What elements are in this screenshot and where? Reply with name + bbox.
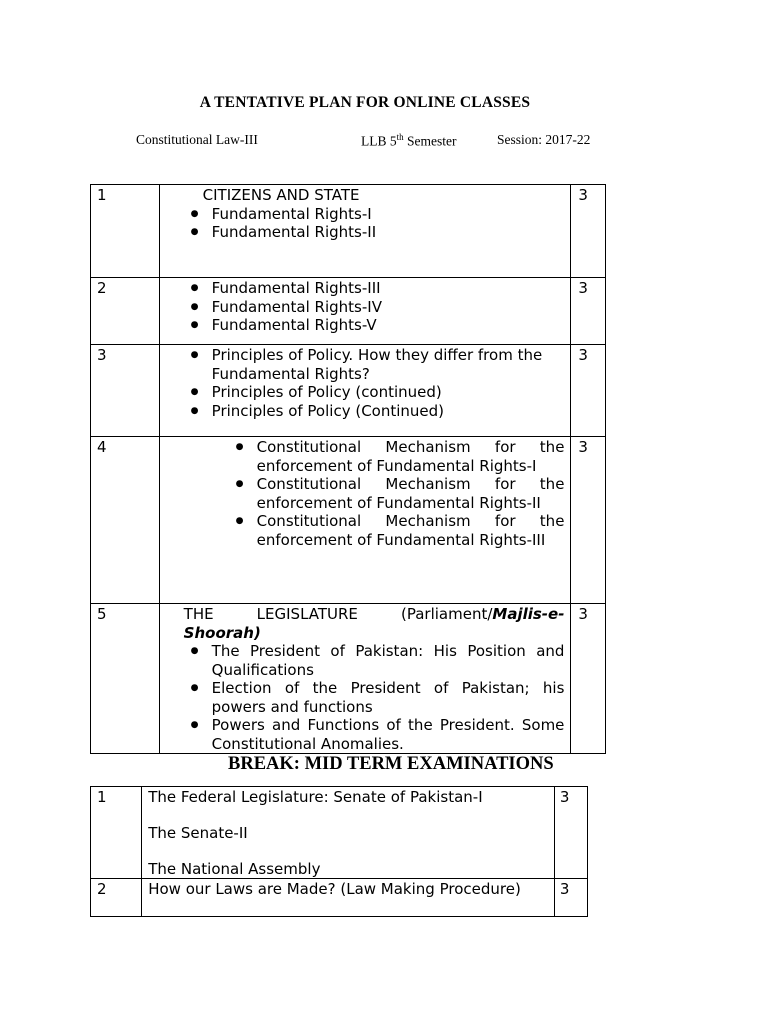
table-row bbox=[91, 278, 606, 345]
list-item: ● Constitutional Mechanism for the enforcement of Fundamental Rights-III bbox=[166, 512, 565, 549]
legislature-heading-italic: Majlis-e-Shoorah) bbox=[183, 605, 565, 642]
row-hours: 3 bbox=[571, 345, 606, 437]
break-heading: BREAK: MID TERM EXAMINATIONS bbox=[228, 754, 554, 774]
row-number: 1 bbox=[91, 787, 142, 879]
program-prefix: LLB 5 bbox=[361, 133, 397, 149]
program-label bbox=[361, 132, 457, 150]
program-suffix: Semester bbox=[403, 133, 457, 149]
list-item: ● Fundamental Rights-III bbox=[166, 279, 565, 298]
row-topic: How our Laws are Made? (Law Making Procedure) bbox=[142, 879, 555, 917]
list-item: ● Fundamental Rights-II bbox=[166, 223, 565, 242]
row-topic bbox=[159, 604, 571, 754]
document-title: A TENTATIVE PLAN FOR ONLINE CLASSES bbox=[199, 94, 531, 111]
list-item: ● The President of Pakistan: His Position and Qualifications bbox=[166, 642, 565, 679]
list-item: ● Powers and Functions of the President. Some Constitutional Anomalies. bbox=[166, 716, 565, 753]
list-item: ● Election of the President of Pakistan; his powers and functions bbox=[166, 679, 565, 716]
row-number: 5 bbox=[91, 604, 160, 754]
table-row bbox=[91, 787, 588, 879]
row-number: 4 bbox=[91, 437, 160, 604]
row-hours: 3 bbox=[571, 278, 606, 345]
table-row bbox=[91, 604, 606, 754]
list-item: ● Constitutional Mechanism for the enforcement of Fundamental Rights-II bbox=[166, 475, 565, 512]
program-superscript: th bbox=[396, 132, 404, 142]
row-number: 3 bbox=[91, 345, 160, 437]
topic-list bbox=[166, 205, 565, 242]
topic-list bbox=[166, 279, 565, 335]
row-hours: 3 bbox=[571, 437, 606, 604]
row-number: 2 bbox=[91, 879, 142, 917]
row-topic bbox=[159, 278, 571, 345]
topic-line: The National Assembly bbox=[148, 860, 321, 878]
row-topic bbox=[159, 185, 571, 278]
course-name: Constitutional Law-III bbox=[136, 132, 258, 147]
row-number: 2 bbox=[91, 278, 160, 345]
topic-list bbox=[166, 346, 565, 420]
line-spacer bbox=[148, 842, 548, 860]
legislature-heading: THE LEGISLATURE (Parliament/ bbox=[183, 605, 493, 623]
topic-list bbox=[166, 642, 565, 753]
row-number: 1 bbox=[91, 185, 160, 278]
session-label: Session: 2017-22 bbox=[497, 132, 591, 147]
list-item: ● Principles of Policy. How they differ from the Fundamental Rights? bbox=[166, 346, 565, 383]
list-item: ● Fundamental Rights-V bbox=[166, 316, 565, 335]
table-row bbox=[91, 345, 606, 437]
row-hours: 3 bbox=[571, 604, 606, 754]
row-heading: CITIZENS AND STATE bbox=[202, 186, 360, 204]
row-topic bbox=[142, 787, 555, 879]
row-hours: 3 bbox=[554, 879, 587, 917]
topic-list bbox=[166, 438, 565, 549]
plan-table-1 bbox=[90, 184, 606, 754]
list-item: ● Fundamental Rights-IV bbox=[166, 298, 565, 317]
list-item: ● Principles of Policy (continued) bbox=[166, 383, 565, 402]
list-item: ● Principles of Policy (Continued) bbox=[166, 402, 565, 421]
list-item: ● Fundamental Rights-I bbox=[166, 205, 565, 224]
plan-table-2 bbox=[90, 786, 588, 917]
line-spacer bbox=[148, 806, 548, 824]
row-hours: 3 bbox=[554, 787, 587, 879]
table-row bbox=[91, 879, 588, 917]
list-item: ● Constitutional Mechanism for the enforcement of Fundamental Rights-I bbox=[166, 438, 565, 475]
topic-line: The Federal Legislature: Senate of Pakistan-I bbox=[148, 788, 483, 806]
row-heading bbox=[166, 605, 565, 642]
topic-line: The Senate-II bbox=[148, 824, 248, 842]
row-hours: 3 bbox=[571, 185, 606, 278]
table-row bbox=[91, 185, 606, 278]
row-topic bbox=[159, 345, 571, 437]
table-row bbox=[91, 437, 606, 604]
row-topic bbox=[159, 437, 571, 604]
